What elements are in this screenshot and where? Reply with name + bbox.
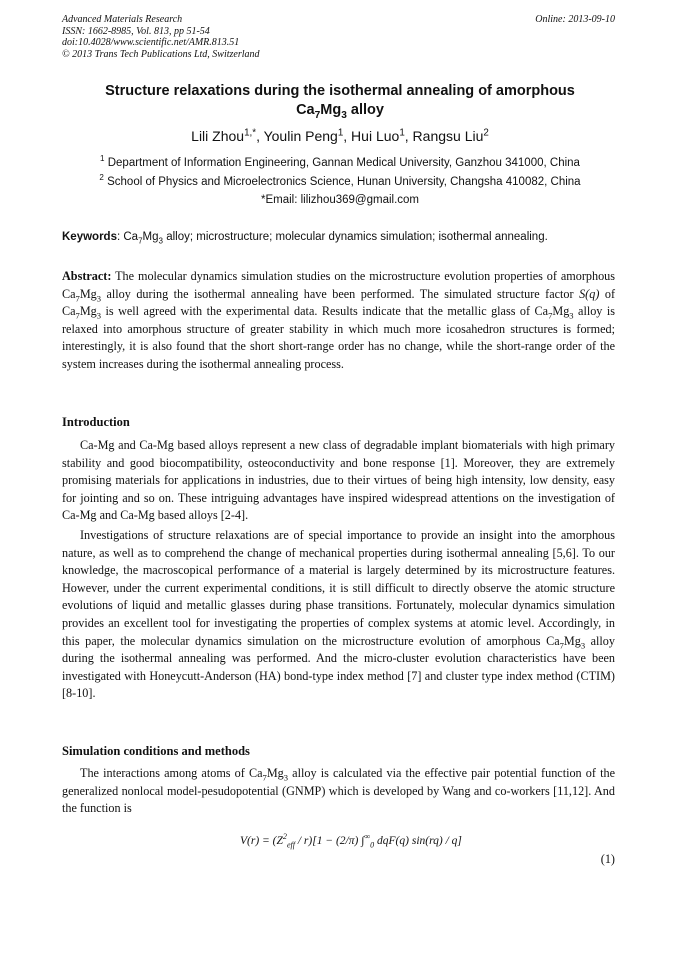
author: Hui Luo$^1$: [351, 127, 405, 144]
section-heading-introduction: Introduction: [62, 415, 130, 429]
author-list: Lili Zhou$^{1,*}$, Youlin Peng$^1$, Hui Luo$^1$, Rangsu Liu$^2$: [191, 127, 489, 144]
intro-paragraph-2: Investigations of structure relaxations are of special importance to provide an insight into the amorphous nature, as well as to comprehend the change of mechanical properties during isothermal annealing [5,6]. To our knowledge, the macroscopical performance of a material is largely determined by its microstructure features. However, under the current experimental conditions, it is still difficult to directly observe the atomic structure evolutions of liquid and metallic glasses during phase transitions. Fortunately, molecular dynamics simulation provides an excellent tool for investigating the properties of complex systems at atomic level. Accordingly, in this paper, the molecular dynamics simulation on the microstructure evolution of amorphous $Ca_7Mg_3$ alloy during the isothermal annealing was performed. And the micro-cluster evolution characteristics have been investigated with Honeycutt-Anderson (HA) bond-type index method [7] and cluster type index method (CTIM) [8-10].: [62, 528, 615, 701]
intro-paragraph-1: Ca-Mg and Ca-Mg based alloys represent a new class of degradable implant biomaterials with high primary stability and good biocompatibility, osteoconductivity and bone response [1]. Moreover, they are extremely promising materials for applications in industries, due to their virtues of being high intensity, low density, easy for jointing and so on. These intriguing advantages have inspired widespread attentions on the investigation of Ca-Mg and Ca-Mg based alloys [2-4].: [62, 438, 615, 523]
abstract-label: Abstract:: [62, 269, 112, 283]
section-heading-simulation: Simulation conditions and methods: [62, 744, 250, 758]
copyright: © 2013 Trans Tech Publications Ltd, Switzerland: [62, 48, 260, 60]
author: Youlin Peng$^1$: [263, 127, 344, 144]
equation-number: (1): [600, 852, 615, 866]
simulation-paragraph-1: The interactions among atoms of $Ca_7Mg_3$ alloy is calculated via the effective pair potential function of the generalized nonlocal model-pesudopotential (GNMP) which is developed by Wang and co-workers [11,12]. And the function is: [62, 766, 615, 816]
corresponding-email[interactable]: *Email: lilizhou369@gmail.com: [260, 194, 420, 206]
keywords-text: alloy; microstructure; molecular dynamics simulation; isothermal annealing.: [166, 231, 548, 243]
equation-1: $V(r) = (Z^2_{eff} / r)[1 - (2/\pi)$ $\int^\infty_0$ dqF(q) sin(rq) / q]: [240, 832, 462, 850]
author: Rangsu Liu$^2$: [412, 127, 489, 144]
journal-header: [62, 14, 618, 60]
paper-title: [62, 82, 618, 120]
issn: ISSN: 1662-8985, Vol. 813, pp 51-54: [62, 25, 210, 37]
affiliation-2: $^2$ School of Physics and Microelectronics Science, Hunan University, Changsha 410082, China: [99, 173, 581, 188]
affiliation-1: $^1$ Department of Information Engineering, Gannan Medical University, Ganzhou 341000, China: [100, 154, 580, 169]
journal-name: Advanced Materials Research: [62, 14, 183, 25]
title-line-2: $Ca_7Mg_3$ alloy: [296, 102, 384, 121]
keywords-label: Keywords: [62, 231, 117, 243]
doi: doi:10.4028/www.scientific.net/AMR.813.51: [62, 37, 240, 48]
online-date: Online: 2013-09-10: [535, 14, 615, 25]
abstract: Abstract: The molecular dynamics simulation studies on the microstructure evolution properties of amorphous $Ca_7Mg_3$ alloy during the isothermal annealing have been performed. The simulated structure factor S(q) of $Ca_7Mg_3$ is well agreed with the experimental data. Results indicate that the metallic glass of $Ca_7Mg_3$ alloy is relaxed into amorphous structure of greater stability in which much more icosahedron structures is formed; interestingly, it is also found that the short short-range order has no change, while the short-range order of the system increases during the isothermal annealing process.: [62, 269, 616, 371]
title-line-1: Structure relaxations during the isothermal annealing of amorphous: [105, 83, 575, 99]
keywords: Keywords: $Ca_7Mg_3$ alloy; microstructure; molecular dynamics simulation; isothermal annealing.: [62, 231, 548, 246]
author: Lili Zhou$^{1,*}$: [191, 127, 257, 144]
